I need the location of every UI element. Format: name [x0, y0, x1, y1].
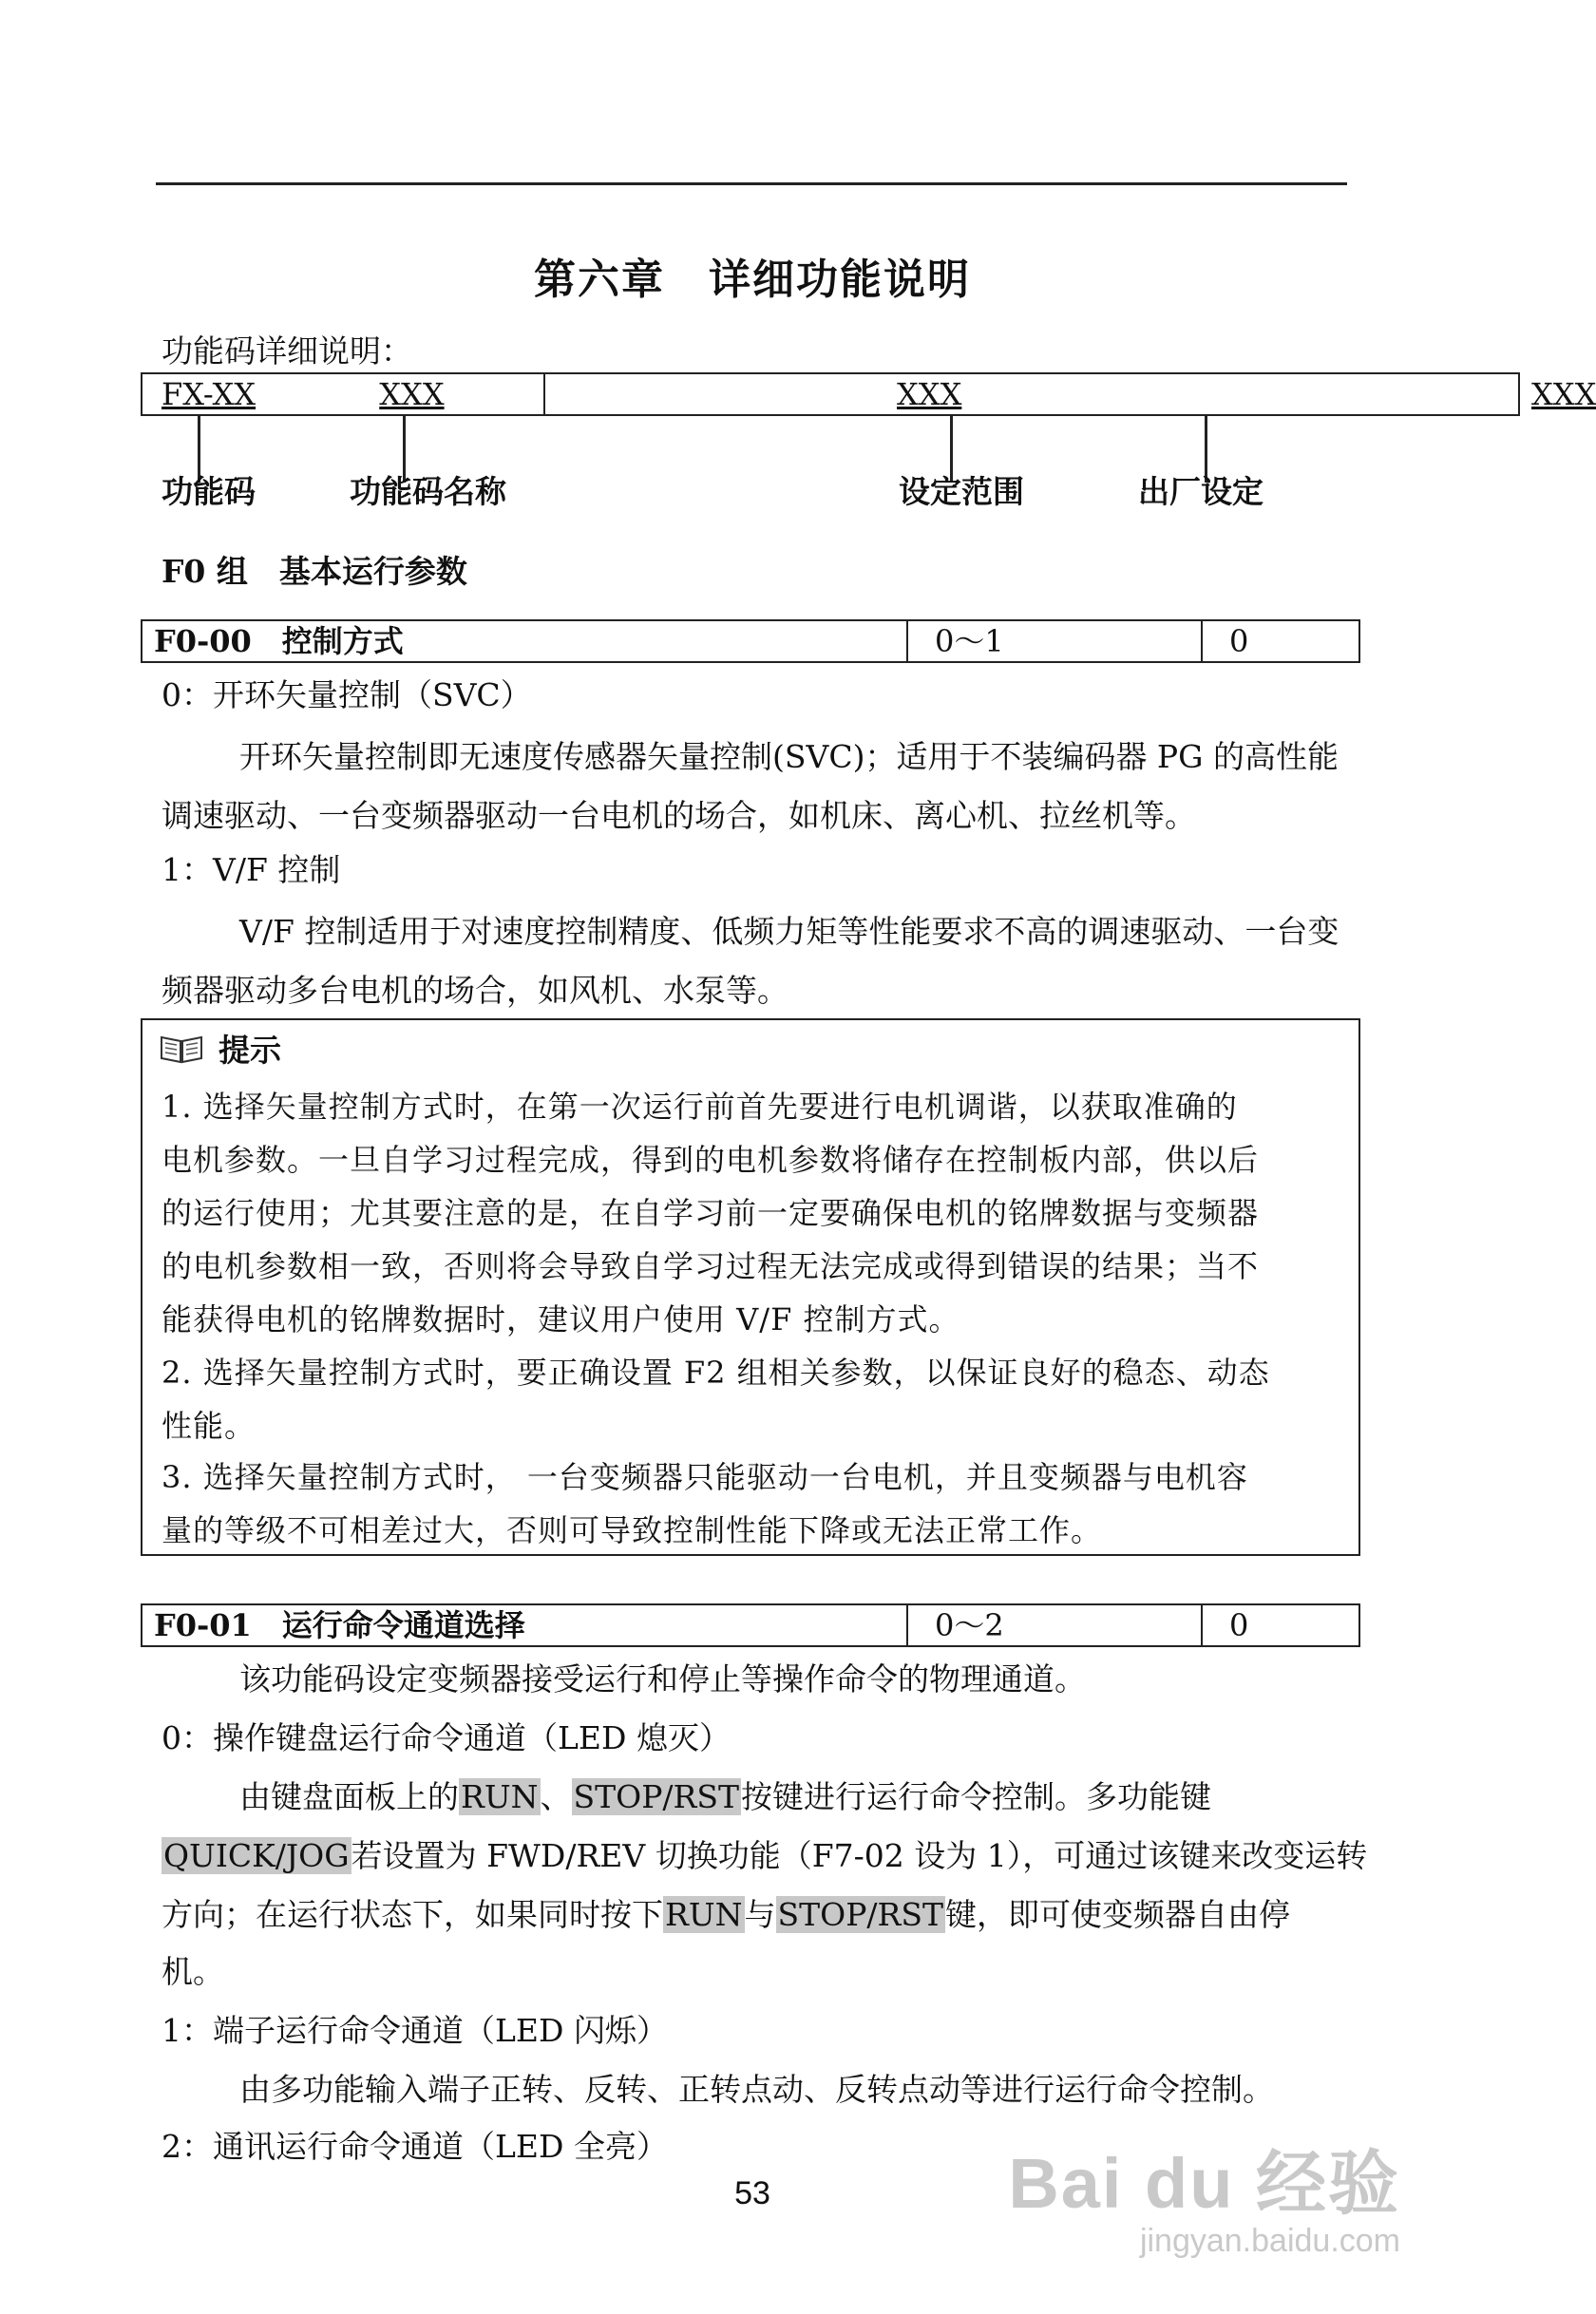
key-run-2: RUN [665, 1896, 743, 1933]
f0-01-opt0-line3 [162, 1896, 1290, 1934]
legend-label-range: 设定范围 [899, 473, 1024, 510]
legend-label-name: 功能码名称 [350, 473, 506, 510]
tip-title: 提示 [218, 1032, 281, 1069]
f0-01-table [141, 1603, 1360, 1647]
opt0-line2-text: 若设置为 FWD/REV 切换功能（F7-02 设为 1），可通过该键来改变运转 [351, 1837, 1368, 1874]
tip-line-4: 的电机参数相一致，否则将会导致自学习过程无法完成或得到错误的结果；当不 [162, 1248, 1260, 1284]
legend-cell-code [142, 373, 544, 415]
f0-00-opt1-title: 1：V/F 控制 [162, 851, 341, 888]
opt0-line3-mid: 与 [744, 1896, 776, 1933]
watermark-brand: Bai du 经验 [1008, 2144, 1400, 2223]
tip-line-9: 量的等级不可相差过大，否则可导致控制性能下降或无法正常工作。 [162, 1512, 1103, 1548]
key-quick-jog: QUICK/JOG [163, 1837, 350, 1874]
key-stop-rst: STOP/RST [573, 1778, 740, 1815]
f0-00-opt0-title: 0：开环矢量控制（SVC） [162, 676, 532, 713]
legend-label-code: 功能码 [162, 473, 256, 510]
f0-00-opt1-desc: V/F 控制适用于对速度控制精度、低频力矩等性能要求不高的调速驱动、一台变频器驱动多台电机的场合，如风机、水泵等。 [162, 913, 1340, 1009]
tip-box [141, 1018, 1360, 1556]
group-title: F0 组 基本运行参数 [162, 553, 467, 590]
f0-00-opt0-desc: 开环矢量控制即无速度传感器矢量控制(SVC)；适用于不装编码器 PG 的高性能调速驱动、一台变频器驱动一台电机的场合，如机床、离心机、拉丝机等。 [162, 738, 1339, 834]
book-icon [160, 1034, 203, 1064]
f0-00-range: 0～1 [907, 620, 1202, 662]
opt0-line1-sep: 、 [540, 1778, 572, 1815]
tip-line-5: 能获得电机的铭牌数据时，建议用户使用 V/F 控制方式。 [162, 1301, 960, 1337]
key-stop-rst-2: STOP/RST [777, 1896, 944, 1933]
tip-line-6: 2. 选择矢量控制方式时，要正确设置 F2 组相关参数，以保证良好的稳态、动态 [162, 1355, 1270, 1391]
watermark-url: jingyan.baidu.com [1139, 2223, 1400, 2259]
f0-00-table [141, 619, 1360, 663]
chapter-title: 第六章 详细功能说明 [534, 256, 971, 304]
legend-default: XXX [1531, 376, 1596, 412]
f0-01-opt2-title: 2：通讯运行命令通道（LED 全亮） [162, 2128, 668, 2165]
legend-table [141, 372, 1596, 416]
tip-line-3: 的运行使用；尤其要注意的是，在自学习前一定要确保电机的铭牌数据与变频器 [162, 1195, 1260, 1231]
legend-range: XXX [897, 376, 962, 412]
opt0-line3-post: 键，即可使变频器自由停 [945, 1896, 1291, 1933]
opt0-line1-pre: 由键盘面板上的 [239, 1778, 459, 1815]
opt0-line1-post: 按键进行运行命令控制。多功能键 [741, 1778, 1212, 1815]
legend-name: XXX [379, 376, 445, 412]
f0-01-range: 0～2 [907, 1604, 1202, 1646]
f0-00-code-name: F0-00 控制方式 [142, 620, 907, 662]
f0-01-opt0-line1 [239, 1778, 1211, 1816]
tip-line-8: 3. 选择矢量控制方式时， 一台变频器只能驱动一台电机，并且变频器与电机容 [162, 1459, 1248, 1495]
page-number: 53 [734, 2175, 770, 2211]
legend-cell-range [544, 373, 1519, 415]
legend-heading: 功能码详细说明： [162, 332, 412, 370]
tip-line-7: 性能。 [162, 1408, 256, 1444]
f0-01-intro: 该功能码设定变频器接受运行和停止等操作命令的物理通道。 [239, 1660, 1086, 1698]
legend-label-default: 出厂设定 [1138, 473, 1264, 510]
opt0-line3-pre: 方向；在运行状态下，如果同时按下 [162, 1896, 663, 1933]
f0-01-default: 0 [1202, 1604, 1359, 1646]
key-run: RUN [461, 1778, 539, 1815]
legend-code: FX-XX [162, 376, 256, 412]
f0-01-opt0-title: 0：操作键盘运行命令通道（LED 熄灭） [162, 1719, 731, 1756]
f0-01-opt0-line2 [162, 1837, 1367, 1875]
tip-line-1: 1. 选择矢量控制方式时，在第一次运行前首先要进行电机调谐，以获取准确的 [162, 1089, 1238, 1125]
f0-01-opt0-line4: 机。 [162, 1953, 224, 1990]
f0-01-code-name: F0-01 运行命令通道选择 [142, 1604, 907, 1646]
f0-01-opt1-title: 1：端子运行命令通道（LED 闪烁） [162, 2012, 668, 2049]
watermark [1008, 2128, 1400, 2260]
f0-00-default: 0 [1202, 620, 1359, 662]
header-rule [156, 182, 1347, 185]
f0-01-opt1-desc: 由多功能输入端子正转、反转、正转点动、反转点动等进行运行命令控制。 [239, 2071, 1274, 2108]
tip-line-2: 电机参数。一旦自学习过程完成，得到的电机参数将储存在控制板内部，供以后 [162, 1142, 1260, 1178]
